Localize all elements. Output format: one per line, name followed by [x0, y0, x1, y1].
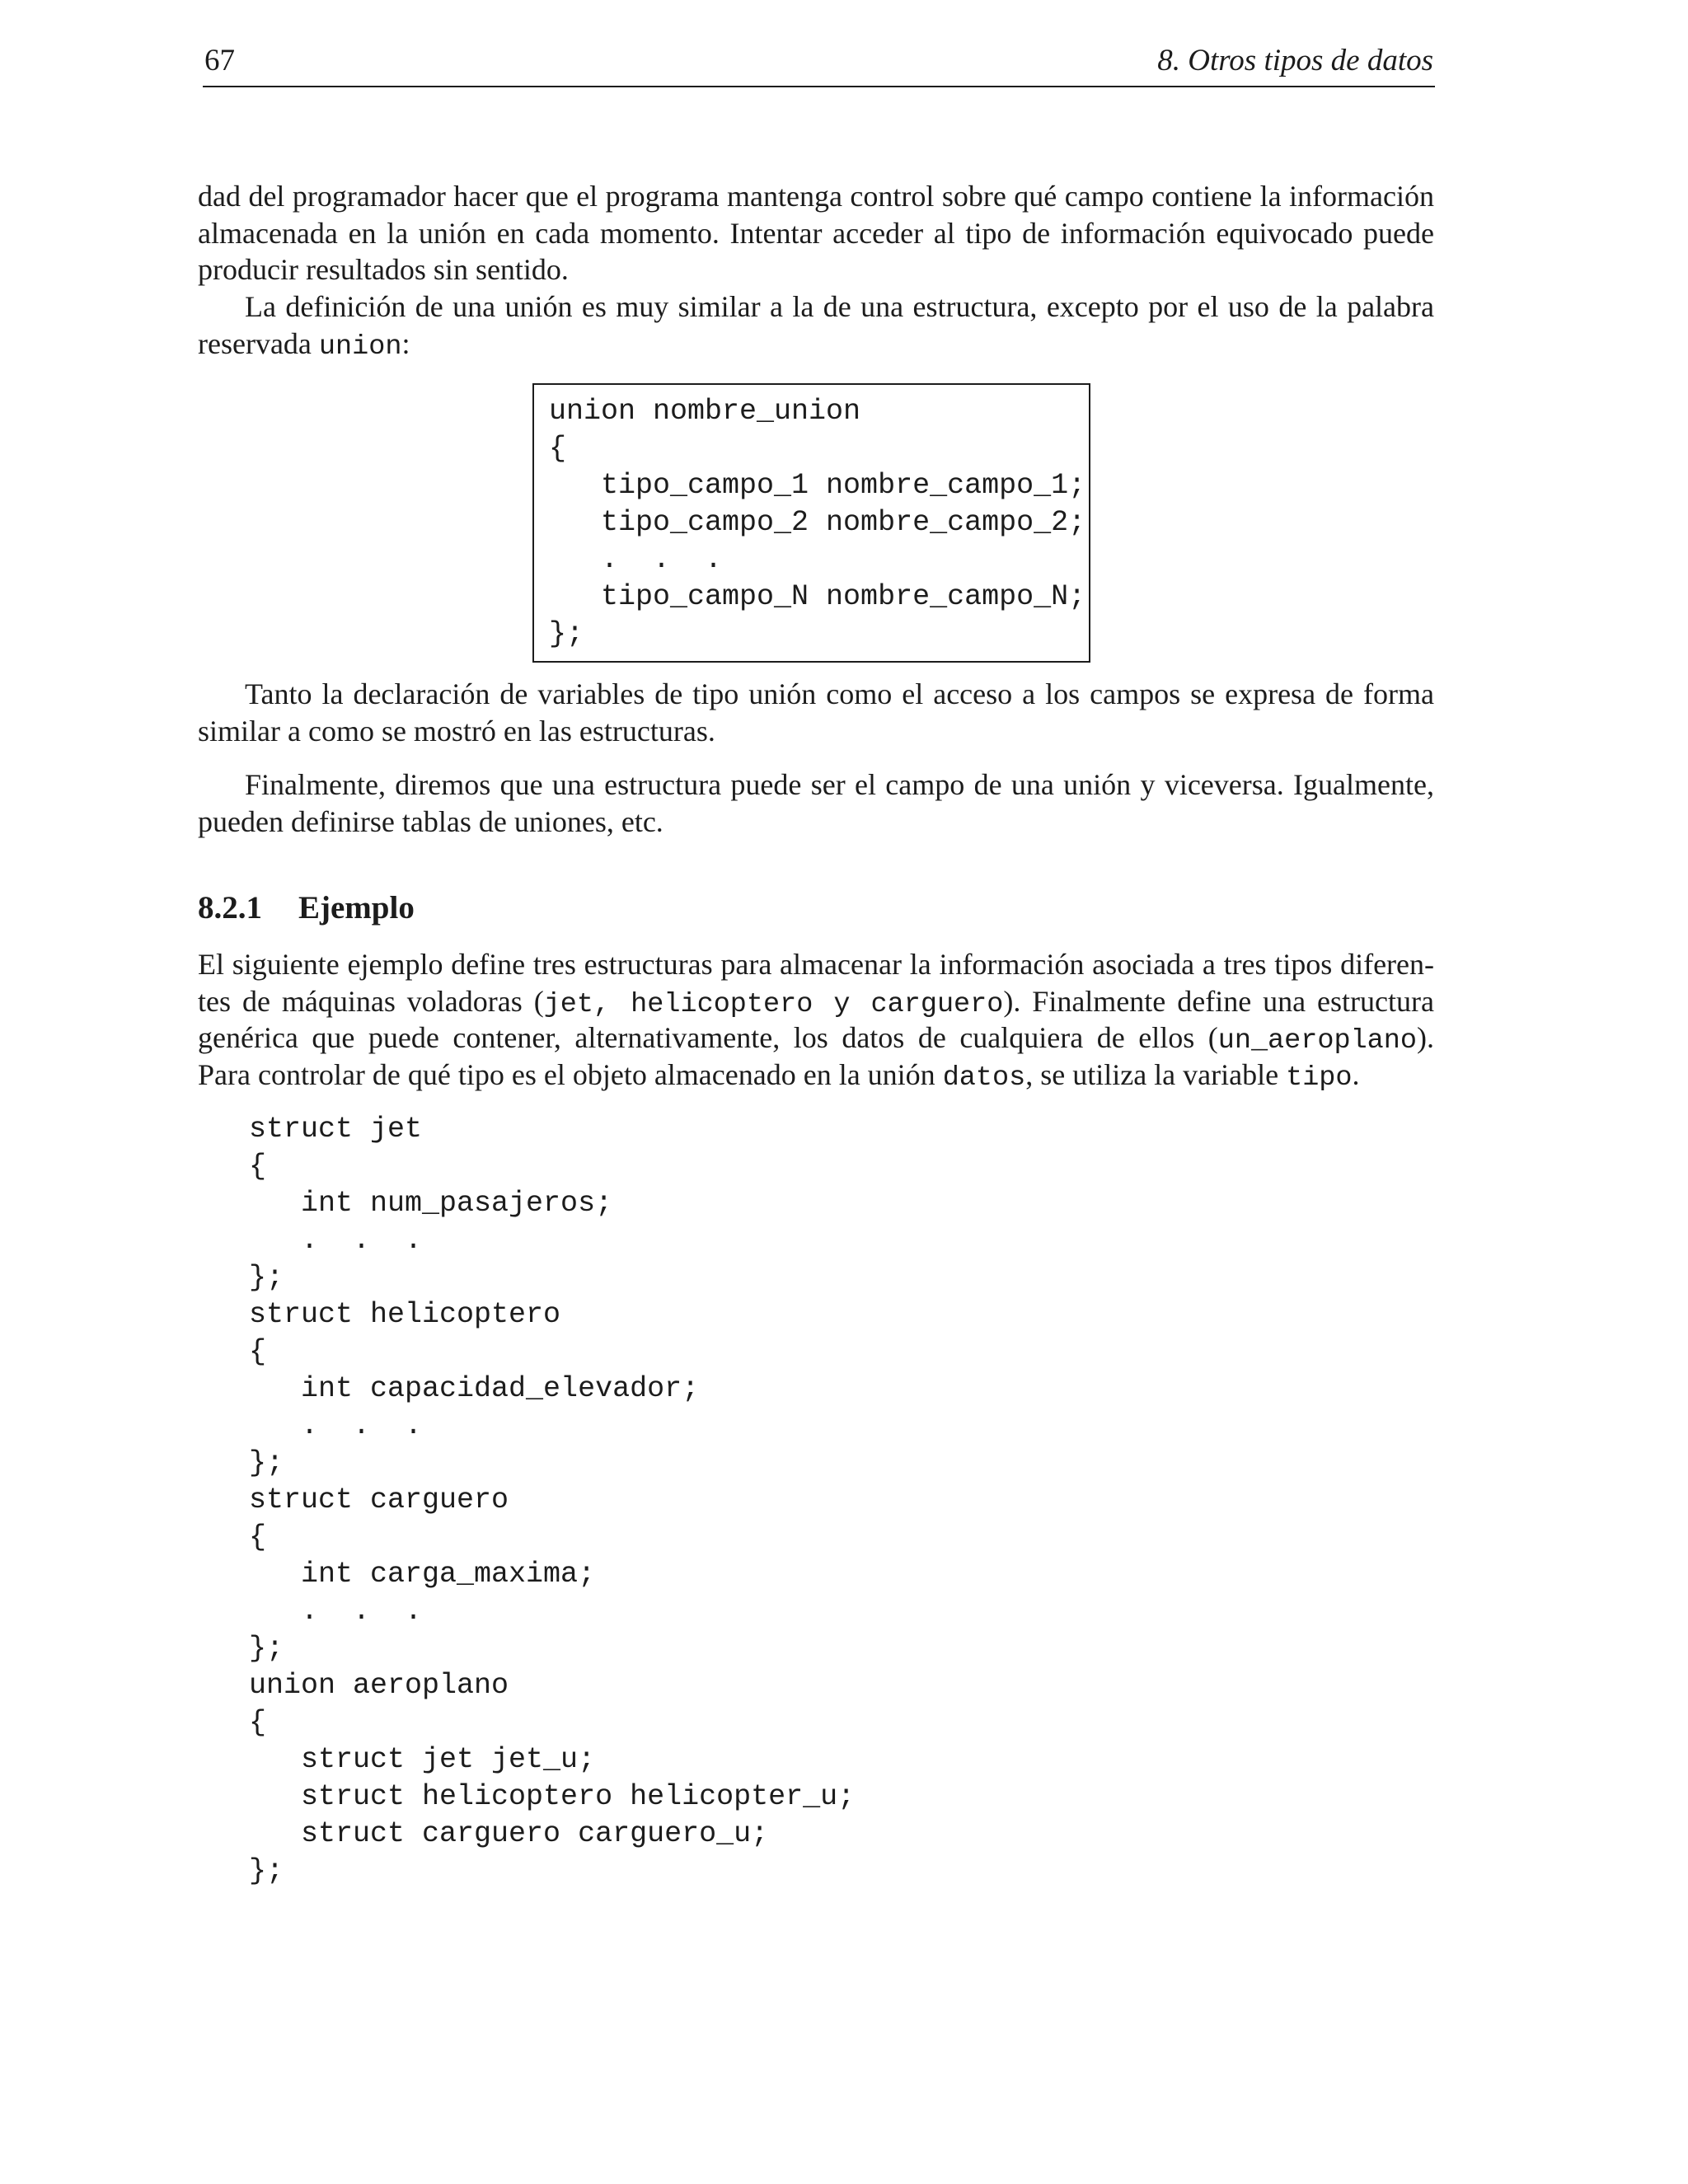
- chapter-title: 8. Otros tipos de datos: [1157, 44, 1433, 77]
- code-line: };: [249, 1854, 284, 1887]
- code-line: tipo_campo_1 nombre_campo_1;: [549, 469, 1086, 502]
- inline-code: jet, helicoptero y carguero: [543, 988, 1004, 1020]
- code-line: {: [249, 1150, 267, 1183]
- page-number: 67: [204, 44, 235, 77]
- text-segment: ).: [1417, 1021, 1434, 1054]
- text-segment: ). Finalmente define una estructura: [1003, 984, 1434, 1018]
- text-segment: .: [1352, 1057, 1360, 1091]
- code-line: . . .: [249, 1595, 423, 1628]
- code-line: struct carguero: [249, 1483, 509, 1516]
- text-segment: Para controlar de qué tipo es el objeto almacenado en la unión: [198, 1057, 943, 1091]
- paragraph-example-intro: [198, 946, 1434, 1093]
- text-line: producir resultados sin sentido.: [198, 253, 569, 286]
- inline-code: union: [318, 330, 402, 363]
- code-line: struct jet: [249, 1113, 423, 1146]
- code-line: tipo_campo_2 nombre_campo_2;: [549, 506, 1086, 539]
- text-line: [198, 326, 1434, 363]
- code-line: struct helicoptero helicopter_u;: [249, 1780, 856, 1813]
- code-line: {: [549, 432, 567, 465]
- union-syntax-box: [532, 383, 1090, 663]
- code-line: union nombre_union: [549, 395, 861, 428]
- text-segment: , se utiliza la variable: [1025, 1057, 1287, 1091]
- inline-code: datos: [942, 1062, 1026, 1094]
- code-line: };: [549, 617, 584, 650]
- text-line: Tanto la declaración de variables de tipo unión como el acceso a los campos se expresa de forma: [245, 677, 1434, 710]
- text-line: El siguiente ejemplo define tres estructuras para almacenar la información asociada a tres tipos diferen-: [198, 948, 1434, 981]
- code-line: union aeroplano: [249, 1669, 509, 1702]
- code-line: int carga_maxima;: [249, 1558, 596, 1591]
- code-line: . . .: [249, 1409, 423, 1442]
- text-segment: reservada: [198, 326, 319, 360]
- text-line: [198, 983, 1434, 1020]
- paragraph-continuation: [198, 178, 1434, 288]
- text-segment: tes de máquinas voladoras (: [198, 984, 544, 1018]
- text-segment: :: [401, 326, 410, 360]
- text-line: similar a como se mostró en las estructuras.: [198, 714, 715, 748]
- code-line: . . .: [249, 1224, 423, 1257]
- section-number: 8.2.1: [198, 890, 262, 926]
- paragraph-union-definition: [198, 288, 1434, 362]
- text-line: pueden definirse tablas de uniones, etc.: [198, 804, 663, 838]
- paragraph-finally: [198, 766, 1434, 840]
- code-line: int num_pasajeros;: [249, 1187, 613, 1220]
- code-line: {: [249, 1706, 267, 1739]
- code-line: struct jet jet_u;: [249, 1743, 596, 1776]
- running-header: [203, 41, 1435, 87]
- code-line: struct helicoptero: [249, 1298, 561, 1331]
- text-line: almacenada en la unión en cada momento. Intentar acceder al tipo de información equivocado puede: [198, 216, 1434, 250]
- code-line: };: [249, 1632, 284, 1665]
- code-line: tipo_campo_N nombre_campo_N;: [549, 580, 1086, 613]
- text-line: [198, 1019, 1434, 1057]
- code-line: {: [249, 1521, 267, 1554]
- code-line: };: [249, 1261, 284, 1294]
- text-line: La definición de una unión es muy similar a la de una estructura, excepto por el uso de la palabra: [245, 290, 1434, 323]
- inline-code: un_aeroplano: [1217, 1025, 1417, 1057]
- code-line: struct carguero carguero_u;: [249, 1817, 769, 1850]
- code-line: int capacidad_elevador;: [249, 1372, 700, 1405]
- code-line: . . .: [549, 543, 723, 576]
- code-line: };: [249, 1446, 284, 1479]
- paragraph-declaration: [198, 676, 1434, 749]
- text-segment: genérica que puede contener, alternativamente, los datos de cualquiera de ellos (: [198, 1021, 1218, 1054]
- text-line: dad del programador hacer que el programa mantenga control sobre qué campo contiene la información: [198, 180, 1434, 213]
- section-heading: [198, 890, 415, 926]
- text-line: Finalmente, diremos que una estructura puede ser el campo de una unión y viceversa. Igualmente,: [245, 768, 1434, 801]
- inline-code: tipo: [1286, 1062, 1353, 1094]
- code-line: {: [249, 1335, 267, 1368]
- section-title: Ejemplo: [298, 890, 415, 926]
- text-line: [198, 1057, 1434, 1094]
